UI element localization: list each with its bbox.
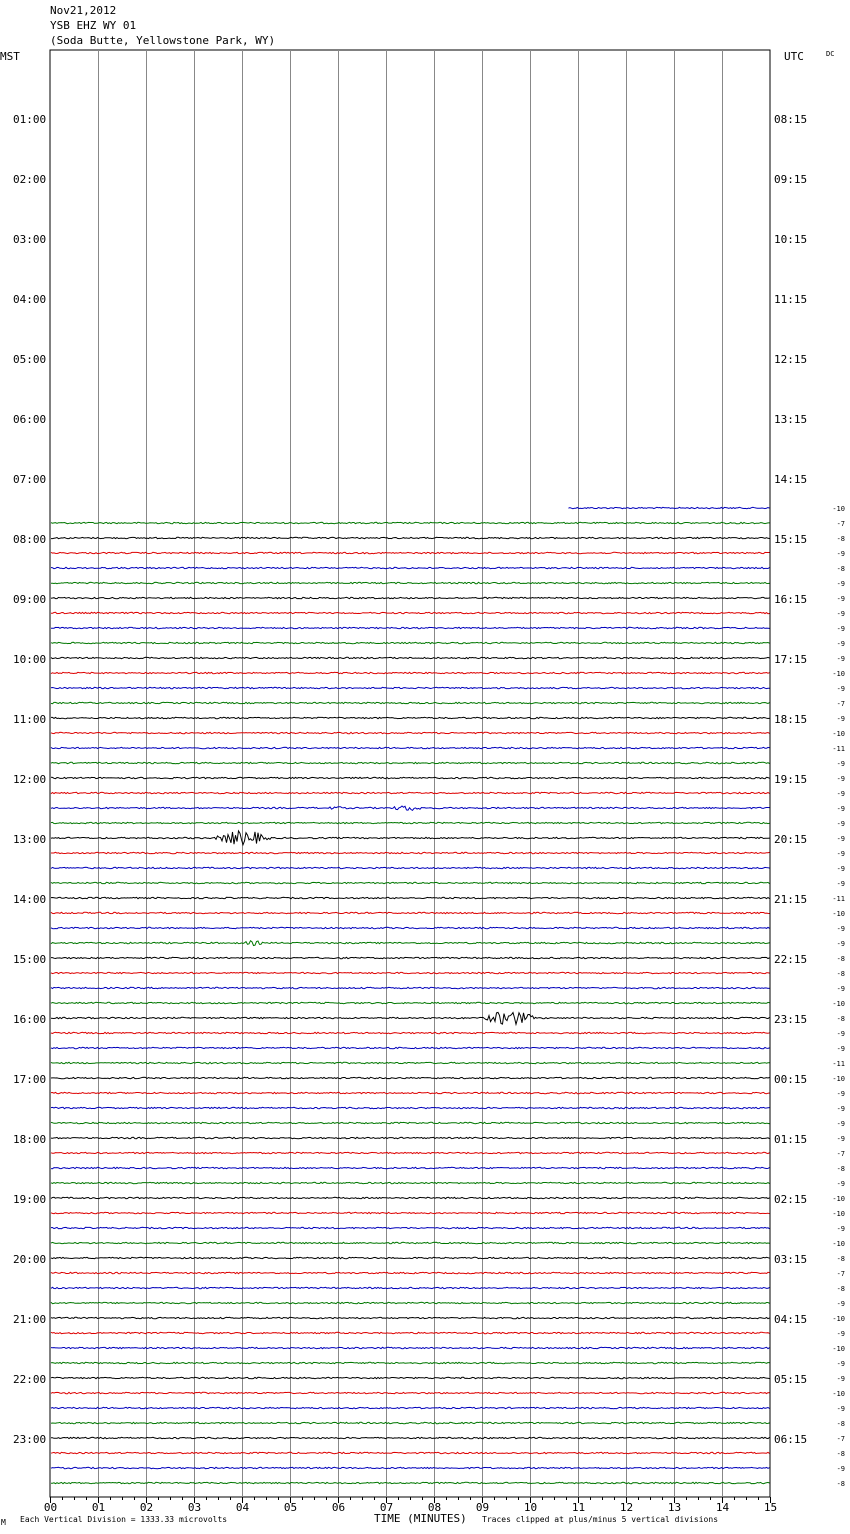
- trace-value-label: -8: [836, 565, 845, 573]
- trace-value-label: -9: [836, 1225, 845, 1233]
- trace-blue: [51, 1347, 770, 1348]
- hour-label-utc: 01:15: [774, 1133, 808, 1146]
- trace-value-label: -11: [832, 745, 845, 753]
- trace-red: [51, 1392, 770, 1393]
- hour-label-mst: 06:00: [13, 413, 47, 426]
- hour-label-utc: 13:15: [774, 413, 808, 426]
- hour-label-utc: 11:15: [774, 293, 808, 306]
- trace-black: [51, 1437, 770, 1438]
- x-tick-label: 14: [715, 1501, 730, 1514]
- trace-blue: [51, 747, 770, 748]
- trace-value-label: -9: [836, 550, 845, 558]
- x-tick-label: 03: [187, 1501, 202, 1514]
- trace-value-label: -9: [836, 820, 845, 828]
- x-tick-label: 08: [427, 1501, 442, 1514]
- trace-value-label: -9: [836, 715, 845, 723]
- hour-label-utc: 19:15: [774, 773, 808, 786]
- trace-value-label: -10: [832, 910, 845, 918]
- trace-value-label: -7: [836, 520, 845, 528]
- x-tick-label: 15: [763, 1501, 778, 1514]
- trace-value-label: -9: [836, 850, 845, 858]
- hour-label-utc: 05:15: [774, 1373, 808, 1386]
- x-tick-label: 12: [619, 1501, 634, 1514]
- trace-value-label: -9: [836, 1135, 845, 1143]
- trace-green: [51, 702, 770, 703]
- trace-black: [51, 831, 770, 845]
- hour-label-mst: 19:00: [13, 1193, 47, 1206]
- trace-black: [51, 957, 770, 958]
- trace-red: [51, 1452, 770, 1453]
- station-code: YSB EHZ WY 01: [50, 19, 137, 32]
- hour-label-utc: 17:15: [774, 653, 808, 666]
- hour-label-mst: 10:00: [13, 653, 47, 666]
- hour-label-utc: 21:15: [774, 893, 808, 906]
- trace-value-label: -9: [836, 1465, 845, 1473]
- trace-black: [51, 1137, 770, 1138]
- trace-value-label: -9: [836, 865, 845, 873]
- trace-green: [51, 582, 770, 583]
- hour-label-mst: 05:00: [13, 353, 47, 366]
- trace-value-label: -8: [836, 535, 845, 543]
- trace-green: [51, 1182, 770, 1183]
- trace-value-label: -11: [832, 1060, 845, 1068]
- trace-black: [51, 897, 770, 898]
- trace-green: [51, 1002, 770, 1003]
- trace-value-label: -9: [836, 1045, 845, 1053]
- hour-label-utc: 18:15: [774, 713, 808, 726]
- trace-black: [51, 1077, 770, 1078]
- trace-value-label: -9: [836, 1180, 845, 1188]
- hour-label-utc: 10:15: [774, 233, 808, 246]
- trace-value-label: -9: [836, 685, 845, 693]
- trace-blue: [51, 1167, 770, 1168]
- trace-value-label: -9: [836, 790, 845, 798]
- trace-black: [51, 657, 770, 658]
- trace-green: [51, 1242, 770, 1243]
- hour-label-utc: 02:15: [774, 1193, 808, 1206]
- trace-blue: [51, 1407, 770, 1408]
- hour-label-utc: 20:15: [774, 833, 808, 846]
- trace-value-label: -9: [836, 1090, 845, 1098]
- trace-value-label: -8: [836, 955, 845, 963]
- hour-label-utc: 15:15: [774, 533, 808, 546]
- trace-green: [51, 822, 770, 823]
- trace-value-label: -9: [836, 655, 845, 663]
- trace-red: [51, 1152, 770, 1153]
- trace-value-label: -9: [836, 835, 845, 843]
- trace-green: [51, 941, 770, 946]
- x-tick-label: 09: [475, 1501, 490, 1514]
- hour-label-mst: 04:00: [13, 293, 47, 306]
- trace-black: [51, 1257, 770, 1258]
- trace-red: [51, 792, 770, 793]
- hour-label-mst: 21:00: [13, 1313, 47, 1326]
- trace-value-label: -10: [832, 1210, 845, 1218]
- trace-value-label: -8: [836, 1450, 845, 1458]
- trace-red: [51, 732, 770, 733]
- trace-value-label: -8: [836, 970, 845, 978]
- trace-red: [51, 552, 770, 553]
- trace-value-label: -10: [832, 1075, 845, 1083]
- trace-value-label: -9: [836, 610, 845, 618]
- hour-label-mst: 23:00: [13, 1433, 47, 1446]
- trace-value-label: -9: [836, 1360, 845, 1368]
- trace-blue: [51, 1287, 770, 1288]
- trace-green: [51, 1302, 770, 1303]
- station-location: (Soda Butte, Yellowstone Park, WY): [50, 34, 276, 47]
- plot-frame: [50, 50, 770, 1497]
- trace-value-label: -10: [832, 730, 845, 738]
- x-tick-label: 11: [571, 1501, 586, 1514]
- trace-value-label: -8: [836, 1015, 845, 1023]
- trace-value-label: -9: [836, 925, 845, 933]
- trace-value-label: -8: [836, 1420, 845, 1428]
- hour-label-mst: 18:00: [13, 1133, 47, 1146]
- trace-green: [51, 1362, 770, 1363]
- trace-value-label: -9: [836, 985, 845, 993]
- hour-label-utc: 03:15: [774, 1253, 808, 1266]
- trace-value-label: -10: [832, 1195, 845, 1203]
- trace-value-label: -10: [832, 1240, 845, 1248]
- trace-value-label: -10: [832, 1390, 845, 1398]
- trace-blue: [51, 987, 770, 988]
- trace-red: [51, 1032, 770, 1033]
- trace-blue: [51, 627, 770, 628]
- trace-value-label: -9: [836, 595, 845, 603]
- left-timezone-label: MST: [0, 50, 20, 63]
- trace-blue: [51, 567, 770, 568]
- trace-value-label: -10: [832, 1000, 845, 1008]
- trace-value-label: -9: [836, 1300, 845, 1308]
- hour-label-utc: 00:15: [774, 1073, 808, 1086]
- trace-value-label: -9: [836, 580, 845, 588]
- hour-label-mst: 08:00: [13, 533, 47, 546]
- hour-label-utc: 23:15: [774, 1013, 808, 1026]
- trace-green: [51, 762, 770, 763]
- trace-black: [51, 717, 770, 718]
- trace-value-label: -8: [836, 1480, 845, 1488]
- trace-black: [51, 537, 770, 538]
- x-tick-label: 13: [667, 1501, 682, 1514]
- trace-green: [51, 882, 770, 883]
- trace-green: [51, 642, 770, 643]
- trace-value-label: -7: [836, 1270, 845, 1278]
- hour-label-mst: 03:00: [13, 233, 47, 246]
- trace-blue: [51, 687, 770, 688]
- hour-label-mst: 20:00: [13, 1253, 47, 1266]
- trace-value-label: -9: [836, 1030, 845, 1038]
- hour-label-mst: 17:00: [13, 1073, 47, 1086]
- trace-red: [51, 1212, 770, 1213]
- trace-value-label: -7: [836, 700, 845, 708]
- x-tick-label: 06: [331, 1501, 346, 1514]
- hour-label-utc: 14:15: [774, 473, 808, 486]
- trace-value-label: -7: [836, 1150, 845, 1158]
- x-tick-label: 00: [43, 1501, 58, 1514]
- trace-blue: [51, 867, 770, 868]
- trace-green: [51, 1122, 770, 1123]
- trace-value-label: -11: [832, 895, 845, 903]
- hour-label-mst: 09:00: [13, 593, 47, 606]
- trace-value-label: -9: [836, 640, 845, 648]
- trace-red: [51, 612, 770, 613]
- trace-blue: [51, 1227, 770, 1228]
- hour-label-mst: 01:00: [13, 113, 47, 126]
- trace-black: [51, 1197, 770, 1198]
- trace-value-label: -9: [836, 775, 845, 783]
- hour-label-mst: 12:00: [13, 773, 47, 786]
- dc-tag: DC: [826, 50, 835, 58]
- hour-label-utc: 08:15: [774, 113, 808, 126]
- right-timezone-label: UTC: [784, 50, 804, 63]
- trace-blue: [51, 1047, 770, 1048]
- trace-value-label: -8: [836, 1165, 845, 1173]
- x-tick-label: 10: [523, 1501, 538, 1514]
- trace-red: [51, 1272, 770, 1273]
- trace-value-label: -9: [836, 805, 845, 813]
- hour-label-mst: 13:00: [13, 833, 47, 846]
- trace-red: [51, 672, 770, 673]
- trace-value-label: -9: [836, 1105, 845, 1113]
- trace-value-label: -9: [836, 1405, 845, 1413]
- trace-value-label: -9: [836, 760, 845, 768]
- trace-value-label: -9: [836, 1120, 845, 1128]
- trace-green: [51, 1422, 770, 1423]
- trace-value-label: -7: [836, 1435, 845, 1443]
- trace-red: [51, 1092, 770, 1093]
- trace-green: [51, 1482, 770, 1483]
- trace-black: [51, 1012, 770, 1024]
- plot-date: Nov21,2012: [50, 4, 117, 17]
- hour-label-utc: 22:15: [774, 953, 808, 966]
- trace-green: [51, 1062, 770, 1063]
- hour-label-utc: 16:15: [774, 593, 808, 606]
- clip-note: Traces clipped at plus/minus 5 vertical divisions: [482, 1515, 719, 1524]
- hour-label-mst: 16:00: [13, 1013, 47, 1026]
- trace-value-label: -10: [832, 1315, 845, 1323]
- x-tick-label: 01: [91, 1501, 106, 1514]
- hour-label-mst: 11:00: [13, 713, 47, 726]
- trace-black: [51, 597, 770, 598]
- trace-blue: [51, 1467, 770, 1468]
- hour-label-utc: 04:15: [774, 1313, 808, 1326]
- trace-blue: [51, 806, 770, 810]
- trace-value-label: -8: [836, 1255, 845, 1263]
- trace-red: [51, 1332, 770, 1333]
- x-axis-title: TIME (MINUTES): [374, 1512, 467, 1525]
- hour-label-mst: 14:00: [13, 893, 47, 906]
- hour-label-utc: 09:15: [774, 173, 808, 186]
- trace-value-label: -9: [836, 625, 845, 633]
- trace-value-label: -9: [836, 1375, 845, 1383]
- trace-value-label: -9: [836, 940, 845, 948]
- hour-label-mst: 15:00: [13, 953, 47, 966]
- hour-label-utc: 12:15: [774, 353, 808, 366]
- trace-red: [51, 852, 770, 853]
- trace-value-label: -9: [836, 1330, 845, 1338]
- trace-green: [51, 522, 770, 523]
- x-tick-label: 05: [283, 1501, 298, 1514]
- trace-red: [51, 972, 770, 973]
- trace-blue: [51, 1107, 770, 1108]
- trace-value-label: -8: [836, 1285, 845, 1293]
- trace-value-label: -10: [832, 670, 845, 678]
- trace-black: [51, 1377, 770, 1378]
- trace-value-label: -10: [832, 505, 845, 513]
- x-tick-label: 04: [235, 1501, 250, 1514]
- trace-blue: [51, 927, 770, 928]
- trace-red: [51, 912, 770, 913]
- corner-mark: M: [1, 1518, 6, 1527]
- hour-label-utc: 06:15: [774, 1433, 808, 1446]
- scale-note: Each Vertical Division = 1333.33 microvolts: [20, 1515, 228, 1524]
- trace-black: [51, 777, 770, 778]
- hour-label-mst: 07:00: [13, 473, 47, 486]
- trace-value-label: -9: [836, 880, 845, 888]
- x-tick-label: 07: [379, 1501, 394, 1514]
- x-tick-label: 02: [139, 1501, 154, 1514]
- trace-black: [51, 1317, 770, 1318]
- trace-value-label: -10: [832, 1345, 845, 1353]
- hour-label-mst: 22:00: [13, 1373, 47, 1386]
- hour-label-mst: 02:00: [13, 173, 47, 186]
- trace-blue: [568, 507, 769, 508]
